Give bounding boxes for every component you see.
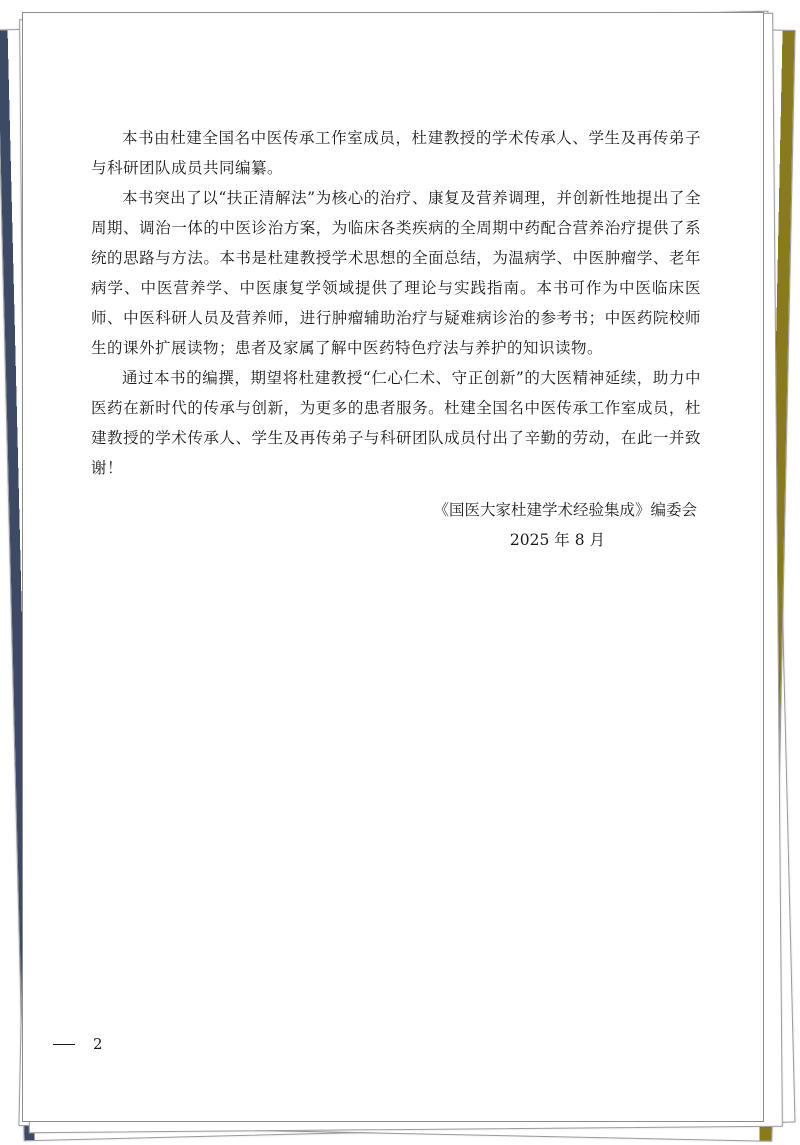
signature-block <box>91 495 701 555</box>
page-footer <box>53 1035 103 1053</box>
document-page <box>22 12 764 1122</box>
page-number: 2 <box>93 1035 103 1053</box>
body-text <box>91 123 701 483</box>
footer-rule <box>53 1044 75 1045</box>
paragraph-1: 本书由杜建全国名中医传承工作室成员，杜建教授的学术传承人、学生及再传弟子与科研团队成员共同编纂。 <box>91 129 701 177</box>
committee-name: 《国医大家杜建学术经验集成》编委会 <box>433 501 697 519</box>
paragraph-2: 本书突出了以“扶正清解法”为核心的治疗、康复及营养调理，并创新性地提出了全周期、调治一体的中医诊治方案，为临床各类疾病的全周期中药配合营养治疗提供了系统的思路与方法。本书是杜建教授学术思想的全面总结，为温病学、中医肿瘤学、老年病学、中医营养学、中医康复学领域提供了理论与实践指南。本书可作为中医临床医师、中医科研人员及营养师，进行肿瘤辅助治疗与疑难病诊治的参考书；中医药院校师生的课外扩展读物；患者及家属了解中医药特色疗法与养护的知识读物。 <box>91 189 701 357</box>
signature-date: 2025 年 8 月 <box>509 531 605 549</box>
paragraph-3: 通过本书的编撰，期望将杜建教授“仁心仁术、守正创新”的大医精神延续，助力中医药在新时代的传承与创新，为更多的患者服务。杜建全国名中医传承工作室成员，杜建教授的学术传承人、学生及再传弟子与科研团队成员付出了辛勤的劳动，在此一并致谢！ <box>91 369 701 477</box>
